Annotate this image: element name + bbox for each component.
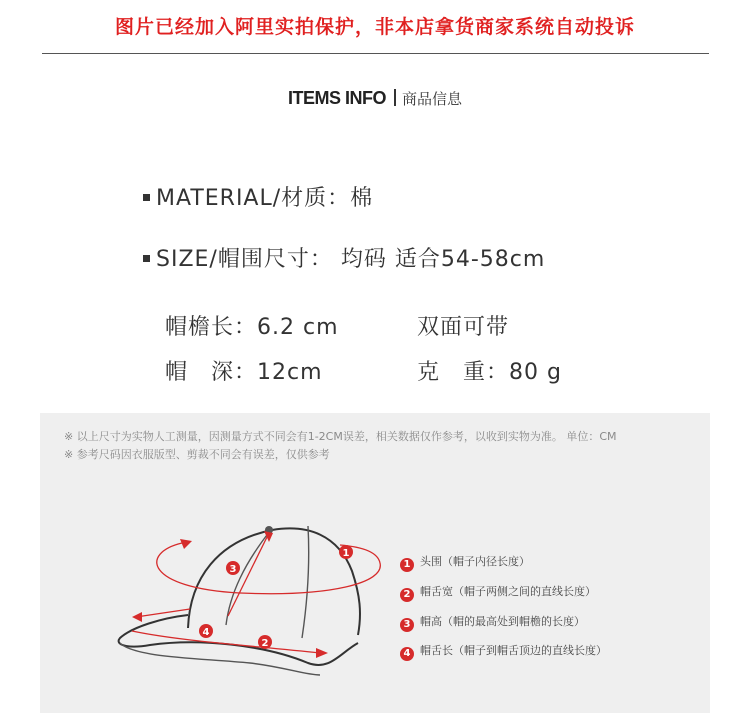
spec-size <box>143 242 545 273</box>
size-note: ※ 参考尺码因衣服版型、剪裁不同会有误差，仅供参考 <box>64 448 330 461</box>
spec-material <box>143 181 373 212</box>
arrow-icon <box>132 612 142 622</box>
marker-3-label: 3 <box>229 564 237 575</box>
bullet-square-icon <box>143 255 150 262</box>
brim-width-line <box>132 631 320 653</box>
spec-size-text: SIZE/帽围尺寸： 均码 适合54-58cm <box>156 247 546 272</box>
title-separator <box>394 89 396 106</box>
cap-height-line <box>228 535 268 616</box>
section-title <box>0 88 750 109</box>
legend-item <box>400 553 530 572</box>
legend-label: 帽舌长（帽子到帽舌顶边的直线长度） <box>420 644 607 657</box>
legend-label: 头围（帽子内径长度） <box>420 555 530 568</box>
spec-brim-length: 帽檐长：6.2 cm <box>165 315 339 340</box>
spec-material-text: MATERIAL/材质：棉 <box>156 186 374 211</box>
arrow-icon <box>180 539 192 549</box>
legend-item <box>400 642 607 661</box>
legend-label: 帽舌宽（帽子两侧之间的直线长度） <box>420 585 596 598</box>
divider <box>42 53 709 54</box>
cap-seam <box>302 526 309 638</box>
marker-4-label: 4 <box>202 627 210 638</box>
measurement-panel <box>40 413 710 713</box>
cap-diagram <box>40 413 710 713</box>
measurement-note: ※ 以上尺寸为实物人工测量，因测量方式不同会有1-2CM误差，相关数据仅作参考，以收到实物为准。 单位：CM <box>64 430 617 443</box>
marker-1-label: 1 <box>342 548 350 559</box>
legend-item <box>400 613 585 632</box>
bullet-square-icon <box>143 194 150 201</box>
legend-item <box>400 583 596 602</box>
spec-depth: 帽 深：12cm <box>165 360 323 385</box>
spec-double-sided: 双面可带 <box>417 315 510 340</box>
marker-2-label: 2 <box>261 638 269 649</box>
legend-marker-3: 3 <box>400 618 414 632</box>
legend-label: 帽高（帽的最高处到帽檐的长度） <box>420 615 585 628</box>
legend-marker-1: 1 <box>400 558 414 572</box>
legend-marker-4: 4 <box>400 647 414 661</box>
protection-banner: 图片已经加入阿里实拍保护，非本店拿货商家系统自动投诉 <box>114 16 635 38</box>
legend-marker-2: 2 <box>400 588 414 602</box>
cap-brim <box>119 615 358 665</box>
cap-brim-lower <box>120 643 320 675</box>
section-title-en: ITEMS INFO <box>287 88 386 108</box>
arrow-icon <box>316 648 328 658</box>
spec-weight: 克 重：80 g <box>417 360 562 385</box>
cap-crown <box>188 528 360 635</box>
section-title-cn: 商品信息 <box>401 90 462 108</box>
